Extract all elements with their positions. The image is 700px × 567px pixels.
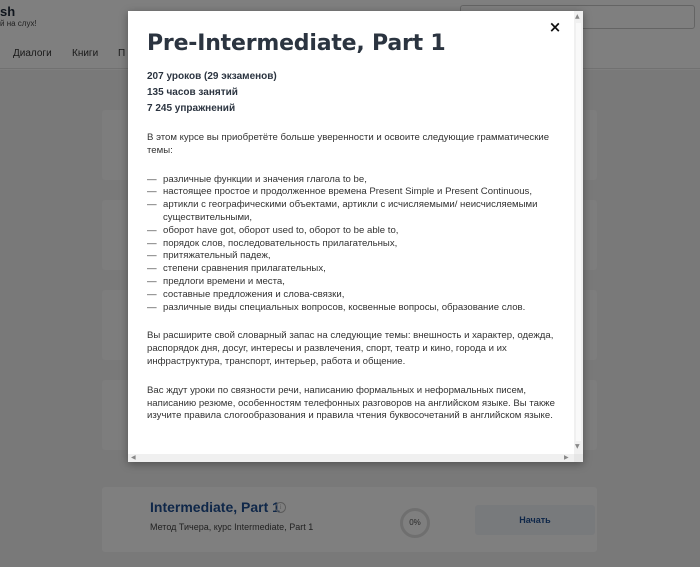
vertical-scrollbar[interactable] [574, 11, 583, 454]
list-item: — составные предложения и слова-связки, [147, 288, 345, 300]
list-item: — притяжательный падеж, [147, 250, 271, 262]
dash-bullet: — [147, 224, 157, 236]
course-stats [147, 69, 574, 117]
dash-bullet: — [147, 199, 157, 211]
dash-bullet: — [147, 237, 157, 249]
modal-content [128, 11, 574, 454]
scroll-down-icon[interactable]: ▼ [575, 443, 580, 450]
horizontal-scrollbar[interactable] [128, 454, 574, 462]
vocabulary-paragraph: Вы расширите свой словарный запас на следующие темы: внешность и характер, одежда, распорядок дня, досуг, интересы и развлечения, спорт, театр и кино, города и их инфраструктура, транспорт, интерьер, работа и общение. [147, 330, 554, 367]
scroll-right-icon[interactable]: ▶ [564, 454, 569, 461]
dash-bullet: — [147, 288, 157, 300]
list-item: — настоящее простое и продолженное времена Present Simple и Present Continuous, [147, 186, 533, 198]
course-info-modal [128, 11, 583, 462]
dash-bullet: — [147, 186, 157, 198]
list-item: — различные виды специальных вопросов, косвенные вопросы, образование слов. [147, 301, 526, 313]
scroll-left-icon[interactable]: ◀ [131, 454, 136, 461]
list-item: — порядок слов, последовательность прилагательных, [147, 237, 398, 249]
scrollbar-thumb[interactable] [576, 23, 581, 441]
scrollbar-corner [574, 454, 583, 462]
list-item: — различные функции и значения глагола to be, [147, 173, 367, 185]
skills-paragraph: Вас ждут уроки по связности речи, написанию формальных и неформальных писем, написанию резюме, особенностям телефонных разговоров на английском языке. Вы также изучите правила слогообразования и правила чтения буквосочетаний в английском языке. [147, 384, 555, 422]
stat-lessons: 207 уроков (29 экзаменов) [147, 71, 277, 82]
intro-paragraph: В этом курсе вы приобретёте больше уверенности и освоите следующие грамматические темы: [147, 132, 550, 156]
stat-hours: 135 часов занятий [147, 87, 238, 98]
list-item: — степени сравнения прилагательных, [147, 263, 326, 275]
scroll-up-icon[interactable]: ▲ [575, 13, 580, 20]
list-item: — артикли с географическими объектами, артикли с исчисляемыми/ неисчисляемыми существительными, [147, 199, 538, 223]
dash-bullet: — [147, 250, 157, 262]
dash-bullet: — [147, 263, 157, 275]
dash-bullet: — [147, 173, 157, 185]
modal-title: Pre-Intermediate, Part 1 [147, 31, 446, 56]
stat-exercises: 7 245 упражнений [147, 103, 236, 114]
close-button[interactable]: × [548, 18, 562, 36]
dash-bullet: — [147, 301, 157, 313]
dash-bullet: — [147, 275, 157, 287]
list-item: — оборот have got, оборот used to, оборот to be able to, [147, 224, 399, 236]
list-item: — предлоги времени и места, [147, 275, 285, 287]
grammar-topics-list [147, 174, 559, 315]
